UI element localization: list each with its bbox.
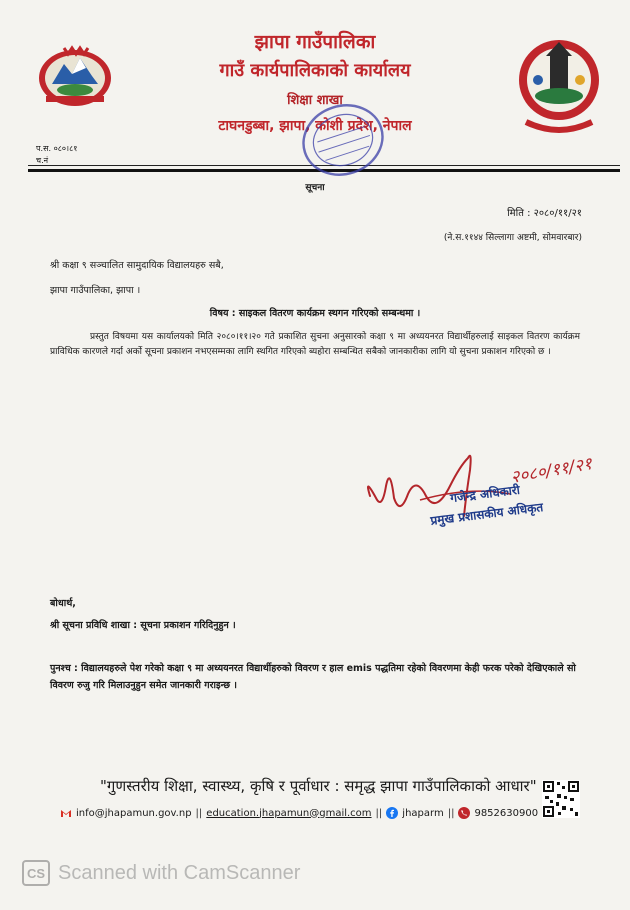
office-address: टाघनडुब्बा, झापा, कोशी प्रदेश, नेपाल: [218, 118, 412, 134]
official-stamp-icon: [296, 98, 390, 182]
footer-contact: [60, 807, 538, 819]
postscript: पुनश्च : विद्यालयहरुले पेश गरेको कक्षा ९ मा अध्ययनरत विद्यार्थीहरुको विवरण र हाल emis पद्धतिमा रहेको विवरणमा केही फरक परेको देखिएकाले सो विवरण रुजु गरि मिलाउनुहुन समेत जानकारी गराइन्छ ।: [50, 663, 576, 691]
letter-date: मिति : २०८०/११/२१: [507, 208, 582, 219]
letter-body: प्रस्तुत विषयमा यस कार्यालयको मिति २०८०।११।२० गते प्रकाशित सुचना अनुसारको कक्षा ९ मा अध्ययनरत विद्यार्थीहरुलाई साइकल वितरण कार्यक्रम प्राविधिक कारणले गर्दा अर्को सूचना प्रकाशन नभएसम्मका लागि स्थगित गरिएको ब्यहोरा सम्बन्धित सबैको जानकारीका लागि यो सुचना प्रकाशन गरिएको छ ।: [50, 332, 580, 357]
footer-motto: "गुणस्तरीय शिक्षा, स्वास्थ्य, कृषि र पूर्वाधार : समृद्ध झापा गाउँपालिकाको आधार": [100, 777, 537, 795]
qr-code-icon[interactable]: [542, 780, 580, 818]
section-name: शिक्षा शाखा: [287, 93, 343, 108]
recipient-line: श्री कक्षा ९ सञ्चालित सामुदायिक विद्यालयहरु सबै,: [50, 260, 224, 271]
phone-number[interactable]: 9852630900: [474, 807, 539, 819]
phone-icon: [458, 807, 470, 819]
signatory-name: गजेन्द्र अधिकारी: [449, 482, 521, 506]
separator: ||: [195, 807, 203, 819]
camscanner-logo-icon: CS: [22, 860, 50, 886]
dispatch-number: च.नं: [36, 156, 49, 165]
signature-date: २०८०/११/२१: [509, 453, 594, 488]
cc-recipient: श्री सूचना प्रविधि शाखा : सूचना प्रकाशन गरिदिनुहुन ।: [50, 620, 236, 631]
nepal-sambat-date: (ने.स.११४४ सिल्लागा अष्टमी, सोमवारबार): [443, 233, 582, 243]
camscanner-watermark: [22, 860, 300, 886]
municipality-name: झापा गाउँपालिका: [254, 31, 376, 53]
facebook-handle[interactable]: jhaparm: [402, 807, 444, 819]
reference-number: प.स. ०८०।८१: [36, 144, 78, 153]
separator: ||: [447, 807, 455, 819]
email-primary[interactable]: info@jhapamun.gov.np: [76, 807, 192, 819]
email-education[interactable]: education.jhapamun@gmail.com: [206, 807, 372, 819]
subject-line: विषय : साइकल वितरण कार्यक्रम स्थगन गरिएको सम्बन्धमा ।: [209, 308, 421, 319]
recipient-address: झापा गाउँपालिका, झापा ।: [50, 285, 141, 296]
gmail-icon: [60, 807, 72, 819]
camscanner-text: Scanned with CamScanner: [58, 861, 301, 884]
separator: ||: [375, 807, 383, 819]
office-name: गाउँ कार्यपालिकाको कार्यालय: [219, 60, 411, 81]
facebook-icon: [386, 807, 398, 819]
signatory-title: प्रमुख प्रशासकीय अधिकृत: [429, 500, 544, 528]
notice-label: सूचना: [305, 183, 325, 193]
cc-label: बोधार्थ,: [50, 598, 76, 609]
